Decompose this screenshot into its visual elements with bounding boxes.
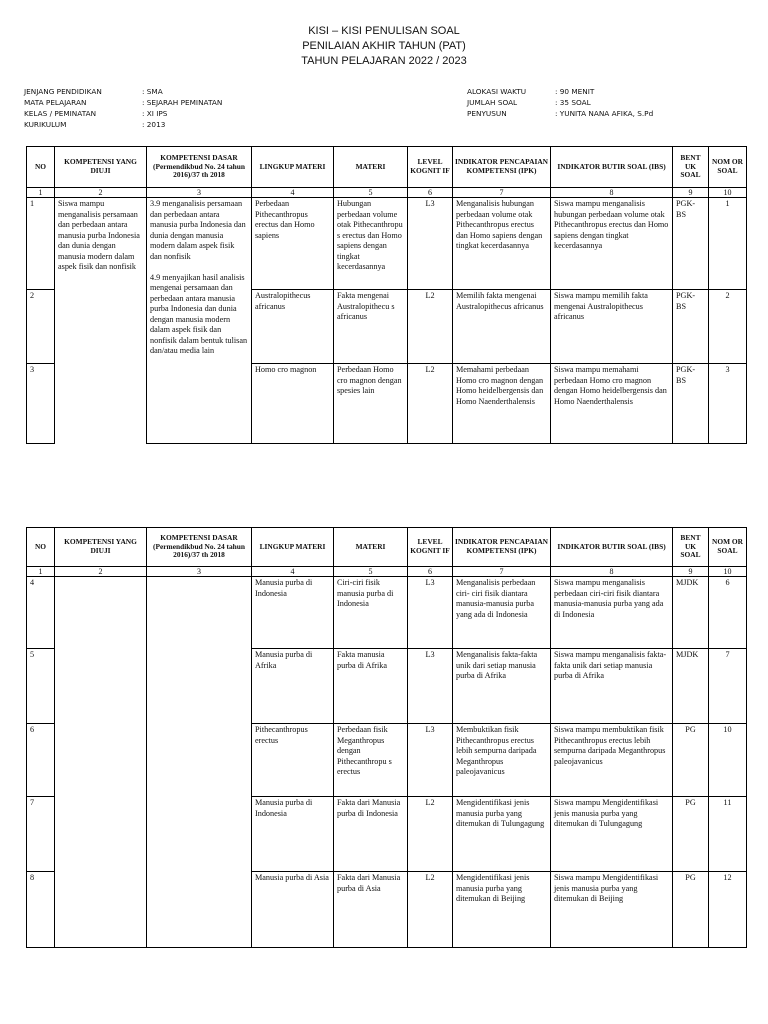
kd-cell: 3.9 menganalisis persamaan dan perbedaan antara manusia purba Indonesia dan dunia dengan manusia modern dalam aspek fisik dan nonfisik 4.9 menyajikan hasil analisis mengenai persamaan dan perbedaan antara manusia purba Indonesia dan dunia dengan manusia modern dalam aspek fisik dan nonfisik dalam bentuk tulisan dan/atau media lain bbox=[147, 198, 252, 444]
meta-jumlah: JUMLAH SOAL : 35 SOAL bbox=[467, 98, 591, 107]
col-kd: KOMPETENSI DASAR (Permendikbud No. 24 tahun 2016)/37 th 2018 bbox=[147, 528, 252, 567]
table-row: 7 Manusia purba di Indonesia Fakta dari Manusia purba di Indonesia L2 Mengidentifikasi jenis manusia purba yang ditemukan di Tulungagung Siswa mampu Mengidentifikasi jenis manusia purba yang ditemukan di Tulungagung PG 11 bbox=[27, 797, 747, 872]
meta-penyusun: PENYUSUN : YUNITA NANA AFIKA, S.Pd bbox=[467, 109, 654, 118]
col-no: NO bbox=[27, 528, 55, 567]
doc-title-line-1: KISI – KISI PENULISAN SOAL bbox=[308, 25, 460, 37]
meta-kurikulum: KURIKULUM : 2013 bbox=[24, 120, 166, 129]
col-kd: KOMPETENSI DASAR (Permendikbud No. 24 tahun 2016)/37 th 2018 bbox=[147, 147, 252, 188]
col-level: LEVEL KOGNIT IF bbox=[408, 528, 453, 567]
col-level: LEVEL KOGNIT IF bbox=[408, 147, 453, 188]
col-bentuk: BENT UK SOAL bbox=[673, 147, 709, 188]
col-materi: MATERI bbox=[334, 147, 408, 188]
doc-title-line-2: PENILAIAN AKHIR TAHUN (PAT) bbox=[302, 40, 466, 52]
meta-right bbox=[467, 86, 653, 119]
column-number-row: 1 2 3 4 5 6 7 8 9 10 bbox=[27, 188, 747, 198]
col-kompetensi: KOMPETENSI YANG DIUJI bbox=[55, 528, 147, 567]
kompetensi-cell-empty bbox=[55, 577, 147, 948]
meta-left bbox=[24, 86, 222, 130]
col-materi: MATERI bbox=[334, 528, 408, 567]
meta-jenjang: JENJANG PENDIDIKAN : SMA bbox=[24, 87, 163, 96]
table-header-row bbox=[27, 528, 747, 567]
meta-alokasi: ALOKASI WAKTU : 90 MENIT bbox=[467, 87, 595, 96]
kompetensi-cell: Siswa mampu menganalisis persamaan dan perbedaan antara manusia purba Indonesia dan dunia dengan manusia modern dalam aspek fisik dan nonfisik bbox=[55, 198, 147, 444]
table-row: 4 Manusia purba di Indonesia Ciri-ciri fisik manusia purba di Indonesia L3 Menganalisis perbedaan ciri- ciri fisik diantara manusia-manusia purba yang ada di Indonesia Siswa mampu menganalisis perbedaan ciri-ciri fisik diantara manusia-manusia purba yang ada di Indonesia MJDK 6 bbox=[27, 577, 747, 649]
col-bentuk: BENT UK SOAL bbox=[673, 528, 709, 567]
kisi-table-2 bbox=[26, 527, 747, 948]
col-ibs: INDIKATOR BUTIR SOAL (IBS) bbox=[551, 147, 673, 188]
col-ipk: INDIKATOR PENCAPAIAN KOMPETENSI (IPK) bbox=[453, 528, 551, 567]
col-lingkup: LINGKUP MATERI bbox=[252, 528, 334, 567]
meta-mapel: MATA PELAJARAN : SEJARAH PEMINATAN bbox=[24, 98, 223, 107]
doc-title-line-3: TAHUN PELAJARAN 2022 / 2023 bbox=[301, 55, 467, 67]
table-row: 6 Pithecanthropus erectus Perbedaan fisik Meganthropus dengan Pithecanthropu s erectus L3 Membuktikan fisik Pithecanthropus erectus lebih sempurna daripada Meganthropus paleojavanicus Siswa mampu membuktikan fisik Pithecanthropus erectus lebih sempurna daripada Meganthropus paleojavanicus PG 10 bbox=[27, 724, 747, 797]
col-nomor: NOM OR SOAL bbox=[709, 147, 747, 188]
table-header-row bbox=[27, 147, 747, 188]
meta-kelas: KELAS / PEMINATAN : XI IPS bbox=[24, 109, 168, 118]
table-row: 1 Siswa mampu menganalisis persamaan dan perbedaan antara manusia purba Indonesia dan dunia dengan manusia modern dalam aspek fisik dan nonfisik 3.9 menganalisis persamaan dan perbedaan antara manusia purba Indonesia dan dunia dengan manusia modern dalam aspek fisik dan nonfisik 4.9 menyajikan hasil analisis mengenai persamaan dan perbedaan antara manusia purba Indonesia dan dunia dengan manusia modern dalam aspek fisik dan nonfisik dalam bentuk tulisan dan/atau media lain Perbedaan Pithecanthropus erectus dan Homo sapiens Hubungan perbedaan volume otak Pithecanthropu s erectus dan Homo sapiens dengan tingkat kecerdasannya L3 Menganalisis hubungan perbedaan volume otak Pithecanthropus erectus dan Homo sapiens dengan tingkat kecerdasannya Siswa mampu menganalisis hubungan perbedaan volume otak Pithecanthropus erectus dan Homo sapiens dengan tingkat kecerdasannya PGK-BS 1 bbox=[27, 198, 747, 290]
col-ipk: INDIKATOR PENCAPAIAN KOMPETENSI (IPK) bbox=[453, 147, 551, 188]
kd-cell-empty bbox=[147, 577, 252, 948]
kisi-table-1 bbox=[26, 146, 747, 444]
col-kompetensi: KOMPETENSI YANG DIUJI bbox=[55, 147, 147, 188]
table-row: 3 Homo cro magnon Perbedaan Homo cro magnon dengan spesies lain L2 Memahami perbedaan Homo cro magnon dengan Homo heidelbergensis dan Homo Naenderthalensis Siswa mampu memahami perbedaan Homo cro magnon dengan Homo heidelbergensis dan Homo Naenderthalensis PGK-BS 3 bbox=[27, 364, 747, 444]
col-ibs: INDIKATOR BUTIR SOAL (IBS) bbox=[551, 528, 673, 567]
col-lingkup: LINGKUP MATERI bbox=[252, 147, 334, 188]
table-row: 8 Manusia purba di Asia Fakta dari Manusia purba di Asia L2 Mengidentifikasi jenis manusia purba yang ditemukan di Beijing Siswa mampu Mengidentifikasi jenis manusia purba yang ditemukan di Beijing PG 12 bbox=[27, 872, 747, 948]
col-no: NO bbox=[27, 147, 55, 188]
column-number-row: 1 2 3 4 5 6 7 8 9 10 bbox=[27, 567, 747, 577]
col-nomor: NOM OR SOAL bbox=[709, 528, 747, 567]
table-row: 2 Australopithecus africanus Fakta mengenai Australopithecu s africanus L2 Memilih fakta mengenai Australopithecus africanus Siswa mampu memilih fakta mengenai Australopithecus africanus PGK-BS 2 bbox=[27, 290, 747, 364]
table-row: 5 Manusia purba di Afrika Fakta manusia purba di Afrika L3 Menganalisis fakta-fakta unik dari setiap manusia purba di Afrika Siswa mampu menganalisis fakta-fakta unik dari setiap manusia purba di Afrika MJDK 7 bbox=[27, 649, 747, 724]
